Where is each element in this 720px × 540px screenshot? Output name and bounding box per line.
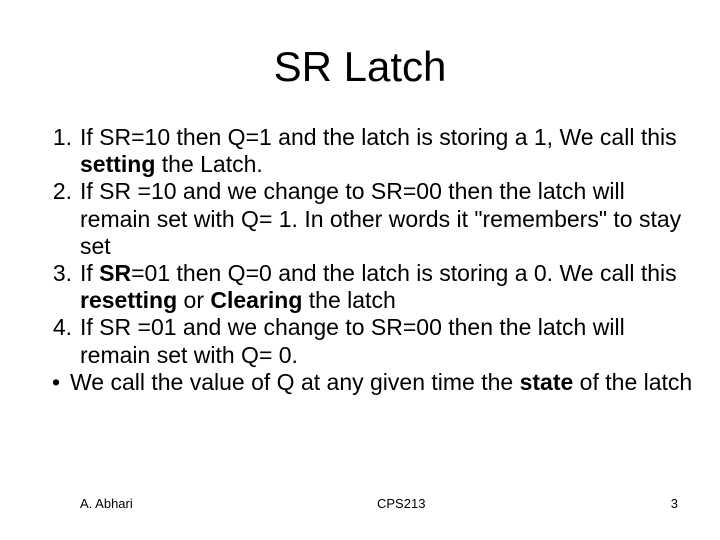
list-item-text — [80, 178, 700, 260]
text-run: If SR =10 and we change to SR=00 then the latch will remain set with Q= 1. In other words it "remembers" to stay set — [80, 178, 682, 259]
list-item — [40, 124, 700, 178]
text-run: If — [80, 260, 100, 287]
list-number: 3. — [52, 260, 72, 287]
footer-author: A. Abhari — [80, 496, 133, 511]
list-item-text — [80, 314, 700, 368]
list-item — [40, 178, 700, 260]
footer-course: CPS213 — [377, 496, 426, 511]
list-number: 2. — [52, 178, 72, 205]
text-run: If SR =01 and we change to SR=00 then the latch will remain set with Q= 0. — [80, 314, 625, 368]
text-run: If SR=10 then Q=1 and the latch is storing a 1, We call this — [80, 124, 677, 150]
list-item-text — [80, 124, 700, 178]
bold-term: state — [519, 368, 574, 395]
list-item — [40, 314, 700, 368]
text-run: =01 then Q=0 and the latch is storing a 0. We call this — [131, 260, 677, 287]
bullet-icon: • — [51, 368, 60, 395]
bold-term: SR — [99, 260, 132, 287]
bold-term: Clearing — [210, 287, 303, 314]
list-item — [40, 260, 700, 314]
page-number: 3 — [670, 496, 678, 511]
slide-title: SR Latch — [273, 43, 447, 90]
text-run: of the latch — [573, 368, 693, 395]
text-run: or — [177, 287, 211, 314]
text-run: the Latch. — [155, 151, 263, 178]
bold-term: setting — [80, 151, 156, 178]
list-number: 1. — [52, 124, 72, 150]
text-run: We call the value of Q at any given time the — [70, 368, 520, 395]
list-item — [40, 369, 700, 396]
list-item-text — [70, 369, 700, 396]
content-list — [40, 124, 700, 396]
bold-term: resetting — [80, 287, 178, 314]
list-number: 4. — [52, 314, 72, 341]
list-item-text — [80, 260, 700, 314]
text-run: the latch — [302, 287, 396, 314]
